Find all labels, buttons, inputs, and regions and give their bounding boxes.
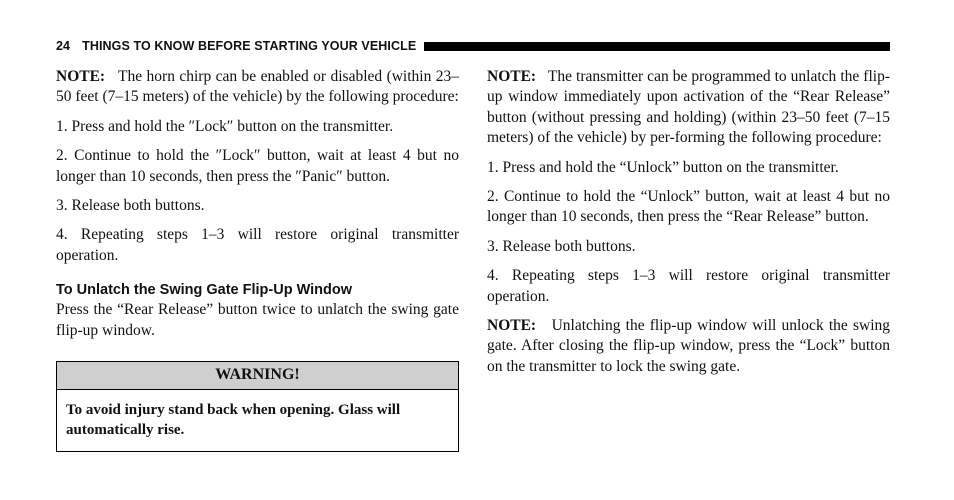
programming-note [487, 67, 890, 149]
note-text: Unlatching the flip-up window will unlock the swing gate. After closing the flip-up window, press the “Lock” button on the transmitter to lock the swing gate. [487, 317, 890, 375]
note-text: The transmitter can be programmed to unlatch the flip-up window immediately upon activation of the “Rear Release” button (without pressing and holding) (within 23–50 feet (7–15 meters) of the vehicle) by per-forming the following procedure: [487, 68, 890, 147]
unlock-note [487, 316, 890, 377]
warning-title: WARNING! [57, 362, 458, 390]
step-2: 2. Continue to hold the “Unlock” button, wait at least 4 but no longer than 10 seconds, then press the “Rear Release” button. [487, 188, 890, 226]
note-text: The horn chirp can be enabled or disabled (within 23–50 feet (7–15 meters) of the vehicle) by the following procedure: [56, 68, 459, 106]
step-1: 1. Press and hold the “Unlock” button on the transmitter. [487, 158, 839, 176]
note-label: NOTE: [487, 68, 537, 85]
horn-chirp-note [56, 67, 459, 108]
page-header [56, 38, 890, 54]
step-3: 3. Release both buttons. [487, 237, 636, 255]
right-column [487, 67, 890, 386]
subsection-text: Press the “Rear Release” button twice to unlatch the swing gate flip-up window. [56, 301, 459, 339]
header-rule [424, 42, 890, 51]
step-4: 4. Repeating steps 1–3 will restore original transmitter operation. [56, 226, 459, 264]
section-title: THINGS TO KNOW BEFORE STARTING YOUR VEHICLE [82, 39, 417, 53]
warning-text: To avoid injury stand back when opening. Glass will automatically rise. [66, 402, 401, 439]
step-4: 4. Repeating steps 1–3 will restore original transmitter operation. [487, 267, 890, 305]
section-subheading: To Unlatch the Swing Gate Flip-Up Window [56, 282, 353, 299]
warning-box [56, 361, 459, 452]
page-number: 24 [56, 39, 71, 53]
left-column [56, 67, 459, 452]
step-3: 3. Release both buttons. [56, 197, 205, 215]
step-1: 1. Press and hold the ″Lock″ button on the transmitter. [56, 117, 394, 135]
note-label: NOTE: [487, 317, 537, 335]
step-2: 2. Continue to hold the ″Lock″ button, wait at least 4 but no longer than 10 seconds, then press the ″Panic″ button. [56, 147, 459, 185]
note-label: NOTE: [56, 68, 106, 85]
